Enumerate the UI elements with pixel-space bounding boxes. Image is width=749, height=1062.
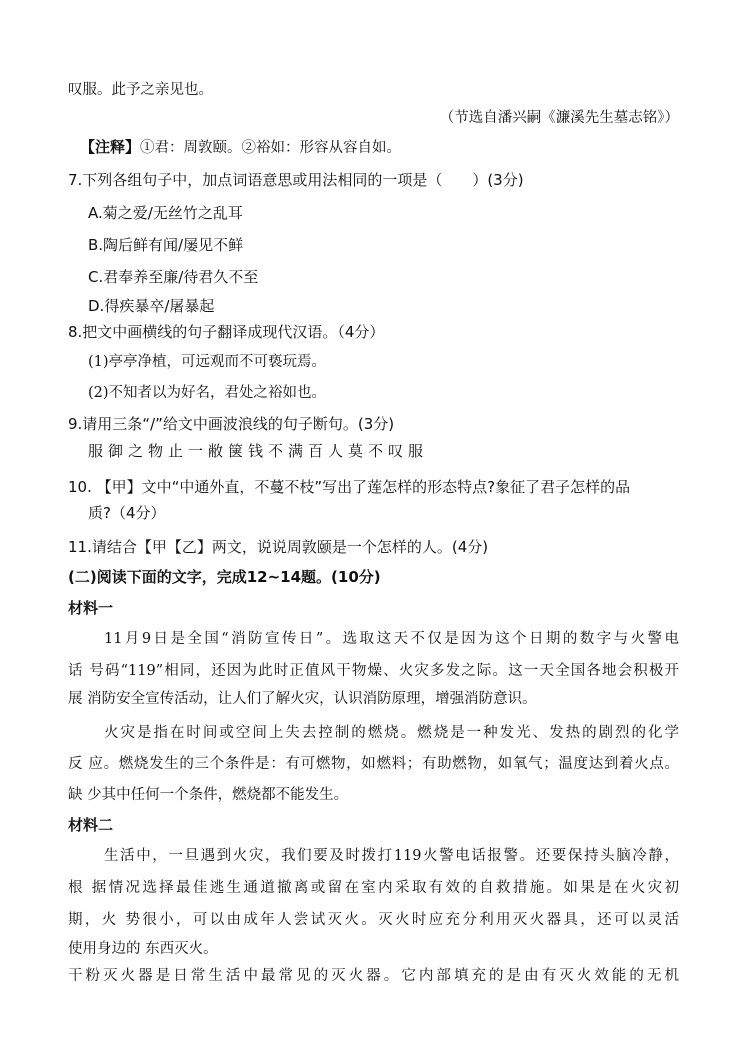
material-1-line-5: 反 应。燃烧发生的三个条件是：有可燃物，如燃料；有助燃物，如氧气；温度达到着火点。 [68, 756, 679, 772]
source-note: （节选自潘兴嗣《濂溪先生墓志铭》） [439, 110, 679, 126]
q9-sentence: 服御之物止一敝箧钱不满百人莫不叹服 [88, 442, 429, 460]
material-1-title: 材料一 [68, 599, 114, 617]
q8-item-2: (2)不知者以为好名，君处之裕如也。 [88, 385, 327, 401]
material-1-line-1: 11月9日是全国“消防宣传日”。选取这天不仅是因为这个日期的数字与火警电 [104, 631, 679, 647]
annotation [80, 137, 401, 158]
material-2-line-4: 使用身边的 东西灭火。 [68, 941, 218, 957]
q7-option-d: D.得疾暴卒/屠暴起 [88, 297, 215, 315]
q10-line-1: 10. 【甲】文中“中通外直，不蔓不枝”写出了莲怎样的形态特点?象征了君子怎样的品 [68, 478, 631, 496]
material-1-line-2: 话 号码“119”相同，还因为此时正值风干物燥、火灾多发之际。这一天全国各地会积极开 [68, 663, 679, 679]
q7-option-b: B.陶后鲜有闻/屡见不鲜 [88, 236, 244, 254]
q8-item-1: (1)亭亭净植，可远观而不可亵玩焉。 [88, 354, 327, 370]
material-2-line-2: 根 据情况选择最佳逃生通道撤离或留在室内采取有效的自救措施。如果是在火灾初 [68, 880, 679, 896]
q11: 11.请结合【甲【乙】两文，说说周敦颐是一个怎样的人。(4分) [68, 538, 489, 556]
material-2-line-5: 干粉灭火器是日常生活中最常见的灭火器。它内部填充的是由有灭火效能的无机 [68, 968, 679, 984]
material-2-line-1: 生活中，一旦遇到火灾，我们要及时拨打119火警电话报警。还要保持头脑冷静， [104, 848, 679, 864]
q10-line-2: 质?（4分） [88, 504, 166, 522]
annotation-text: ①君：周敦颐。②裕如：形容从容自如。 [140, 140, 402, 156]
section2-title: (二)阅读下面的文字，完成12~14题。(10分) [68, 568, 381, 586]
q7-stem: 7.下列各组句子中，加点词语意思或用法相同的一项是（ ）(3分) [68, 171, 524, 189]
q8-stem: 8.把文中画横线的句子翻译成现代汉语。（4分） [68, 323, 385, 341]
q9-stem: 9.请用三条“/”给文中画波浪线的句子断句。(3分) [68, 415, 395, 433]
material-2-line-3: 期，火 势很小，可以由成年人尝试灭火。灭火时应充分利用灭火器具，还可以灵活 [68, 912, 679, 928]
material-2-title: 材料二 [68, 816, 114, 834]
material-1-line-6: 缺 少其中任何一个条件，燃烧都不能发生。 [68, 787, 349, 803]
passage-tail: 叹服。此予之亲见也。 [68, 82, 213, 98]
material-1-line-4: 火灾是指在时间或空间上失去控制的燃烧。燃烧是一种发光、发热的剧烈的化学 [104, 725, 679, 741]
q7-option-c: C.君奉养至廉/待君久不至 [88, 268, 259, 286]
q7-option-a: A.菊之爱/无丝竹之乱耳 [88, 204, 243, 222]
annotation-label: 【注释】 [80, 138, 141, 156]
material-1-line-3: 展 消防安全宣传活动，让人们了解火灾，认识消防原理，增强消防意识。 [68, 691, 537, 707]
